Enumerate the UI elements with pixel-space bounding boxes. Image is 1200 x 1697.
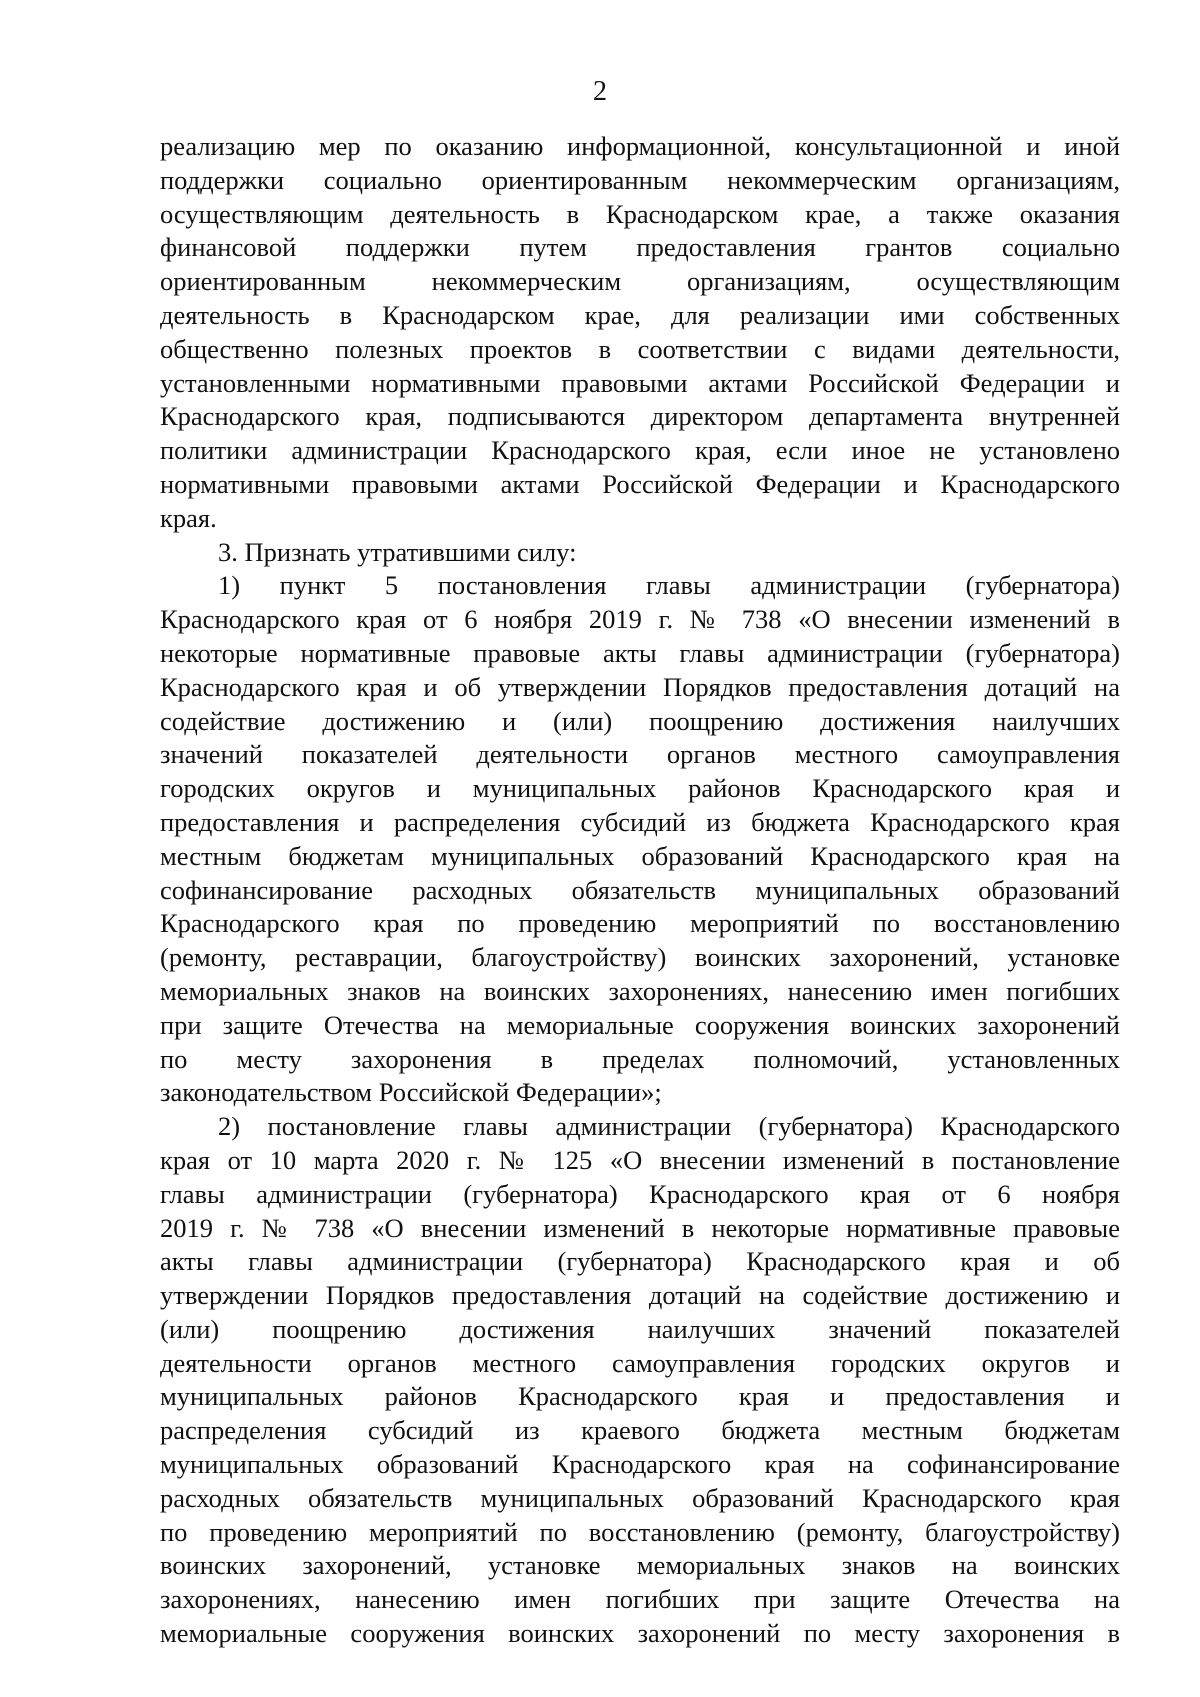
text-line: софинансирование расходных обязательств муниципальных образований xyxy=(160,874,1120,905)
text-line: политики администрации Краснодарского края, если иное не установлено xyxy=(160,435,1120,466)
text-line: ориентированным некоммерческим организациям, осуществляющим xyxy=(160,266,1120,297)
text-line: Краснодарского края от 6 ноября 2019 г. № 738 «О внесении изменений в xyxy=(160,604,1120,635)
text-line: края. xyxy=(160,502,217,533)
text-line: края от 10 марта 2020 г. № 125 «О внесении изменений в постановление xyxy=(160,1144,1120,1175)
text-line: захоронениях, нанесению имен погибших при защите Отечества на xyxy=(160,1584,1120,1615)
text-line: 2) постановление главы администрации (губернатора) Краснодарского xyxy=(218,1111,1120,1142)
text-line: установленными нормативными правовыми актами Российской Федерации и xyxy=(160,367,1120,398)
text-line: городских округов и муниципальных районов Краснодарского края и xyxy=(160,773,1120,804)
page-number: 2 xyxy=(593,76,607,107)
text-line: Краснодарского края по проведению мероприятий по восстановлению xyxy=(160,908,1120,939)
text-line: утверждении Порядков предоставления дотаций на содействие достижению и xyxy=(160,1280,1120,1311)
text-line: 1) пункт 5 постановления главы администрации (губернатора) xyxy=(218,570,1120,601)
text-line: законодательством Российской Федерации»; xyxy=(160,1077,662,1108)
text-line: воинских захоронений, установке мемориальных знаков на воинских xyxy=(160,1550,1120,1581)
text-line: 2019 г. № 738 «О внесении изменений в некоторые нормативные правовые xyxy=(160,1212,1120,1243)
text-line: по месту захоронения в пределах полномочий, установленных xyxy=(160,1043,1120,1074)
text-line: 3. Признать утратившими силу: xyxy=(218,536,577,567)
text-line: предоставления и распределения субсидий из бюджета Краснодарского края xyxy=(160,806,1120,837)
text-line: осуществляющим деятельность в Краснодарском крае, а также оказания xyxy=(160,198,1120,229)
text-line: главы администрации (губернатора) Краснодарского края от 6 ноября xyxy=(160,1178,1120,1209)
text-line: мемориальных знаков на воинских захоронениях, нанесению имен погибших xyxy=(160,975,1120,1006)
text-line: распределения субсидий из краевого бюджета местным бюджетам xyxy=(160,1415,1120,1446)
text-line: поддержки социально ориентированным некоммерческим организациям, xyxy=(160,164,1120,195)
text-line: (ремонту, реставрации, благоустройству) воинских захоронений, установке xyxy=(160,942,1120,973)
text-line: Краснодарского края, подписываются директором департамента внутренней xyxy=(160,401,1120,432)
text-line: некоторые нормативные правовые акты главы администрации (губернатора) xyxy=(160,637,1120,668)
text-line: при защите Отечества на мемориальные сооружения воинских захоронений xyxy=(160,1009,1120,1040)
text-line: расходных обязательств муниципальных образований Краснодарского края xyxy=(160,1482,1120,1513)
text-line: содействие достижению и (или) поощрению достижения наилучших xyxy=(160,705,1120,736)
text-line: Краснодарского края и об утверждении Порядков предоставления дотаций на xyxy=(160,671,1120,702)
text-line: по проведению мероприятий по восстановлению (ремонту, благоустройству) xyxy=(160,1516,1120,1547)
text-line: деятельности органов местного самоуправления городских округов и xyxy=(160,1347,1120,1378)
text-line: нормативными правовыми актами Российской Федерации и Краснодарского xyxy=(160,468,1120,499)
text-line: муниципальных районов Краснодарского края и предоставления и xyxy=(160,1381,1120,1412)
text-line: (или) поощрению достижения наилучших значений показателей xyxy=(160,1313,1120,1344)
text-line: муниципальных образований Краснодарского края на софинансирование xyxy=(160,1449,1120,1480)
document-body xyxy=(160,130,1120,1651)
text-line: местным бюджетам муниципальных образований Краснодарского края на xyxy=(160,840,1120,871)
text-line: общественно полезных проектов в соответствии с видами деятельности, xyxy=(160,333,1120,364)
text-line: мемориальные сооружения воинских захоронений по месту захоронения в xyxy=(160,1618,1120,1649)
text-line: финансовой поддержки путем предоставления грантов социально xyxy=(160,232,1120,263)
text-line: значений показателей деятельности органов местного самоуправления xyxy=(160,739,1120,770)
text-line: деятельность в Краснодарском крае, для реализации ими собственных xyxy=(160,299,1120,330)
text-line: акты главы администрации (губернатора) Краснодарского края и об xyxy=(160,1246,1120,1277)
text-line: реализацию мер по оказанию информационной, консультационной и иной xyxy=(160,131,1120,161)
